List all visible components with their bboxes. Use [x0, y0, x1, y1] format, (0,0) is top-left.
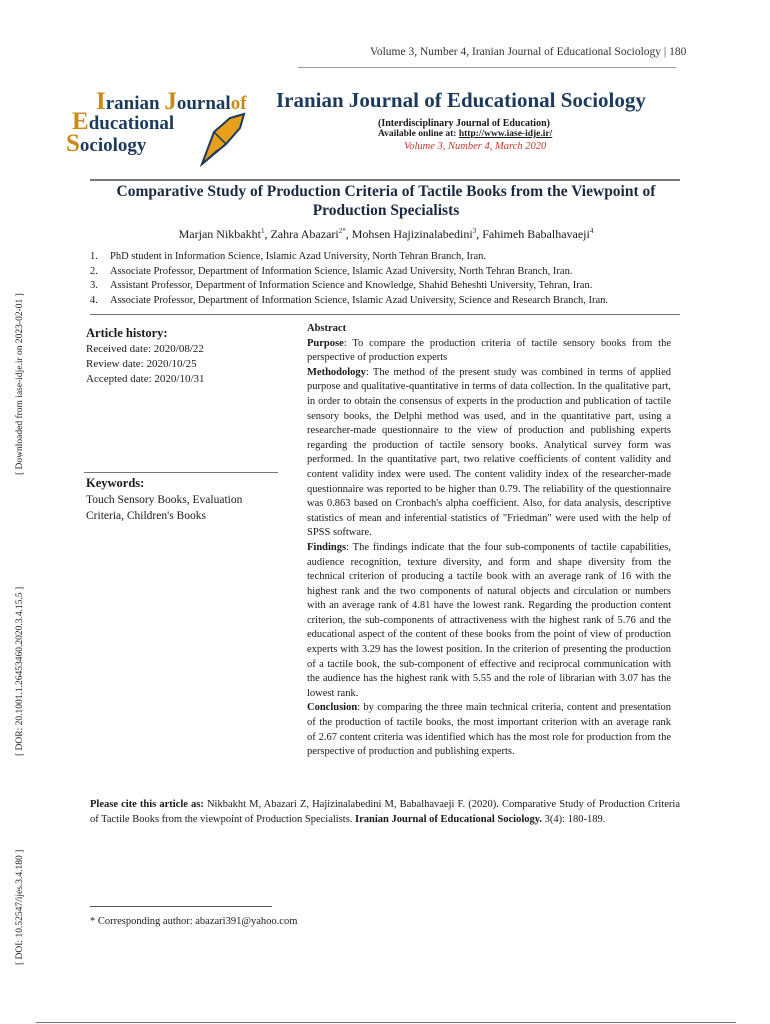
affiliation-item: 3. Assistant Professor, Department of Information Science and Knowledge, Shahid Beheshti University, Tehran, Iran.: [90, 280, 593, 291]
doi-note: [ DOI: 10.52547/ijes.3.4.180 ]: [15, 849, 25, 965]
review-date: Review date: 2020/10/25: [86, 358, 197, 370]
volume-date: Volume 3, Number 4, March 2020: [404, 141, 547, 152]
header-divider: [298, 67, 676, 68]
journal-url-link[interactable]: http://www.iase-idje.ir/: [458, 129, 553, 139]
affiliation-list: [90, 250, 608, 308]
citation: Please cite this article as: Nikbakht M, Abazari Z, Hajizinalabedini M, Babalhavaeji F. (2020). Comparative Study of Production Criteria of Tactile Books from the viewpoint of Production Specialists. Iranian Journal of Educational Sociology. 3(4): 180-189.: [90, 799, 680, 825]
author-list: Marjan Nikbakht$^1$, Zahra Abazari$^{2*}$, Mohsen Hajizinalabedini$^3$, Fahimeh Babalhavaeji$^4$: [178, 227, 594, 241]
affiliation-item: 2. Associate Professor, Department of Information Science, Islamic Azad University, North Tehran Branch, Iran.: [90, 265, 573, 277]
keywords-text: Touch Sensory Books, Evaluation Criteria, Children's Books: [86, 494, 243, 522]
section-divider: [90, 314, 680, 315]
running-head: Volume 3, Number 4, Iranian Journal of Educational Sociology | 180: [370, 46, 687, 58]
abstract-heading: Abstract: [307, 323, 347, 334]
article-history-heading: Article history:: [86, 326, 168, 340]
footnote-divider: [90, 906, 272, 907]
author-name: Mohsen Hajizinalabedini: [351, 227, 473, 241]
accepted-date: Accepted date: 2020/10/31: [86, 373, 205, 385]
journal-logo: Iranian Journalof Educational Sociology: [66, 86, 256, 172]
pen-icon: [196, 110, 252, 170]
affiliation-item: 4. Associate Professor, Department of Information Science, Islamic Azad University, Science and Research Branch, Iran.: [90, 294, 609, 306]
affiliation-item: 1. PhD student in Information Science, Islamic Azad University, North Tehran Branch, Iran.: [90, 251, 487, 262]
paper-title: Comparative Study of Production Criteria of Tactile Books from the Viewpoint of Production Specialists: [116, 183, 656, 219]
abstract: [307, 322, 671, 760]
abstract-conclusion: Conclusion: by comparing the three main technical criteria, content and presentation of the production of tactile books, the most important criterion with an average rank of 2.67 content criteria was identified which has the most role for production from the perspective of production and publishing experts.: [307, 702, 671, 758]
author-name: Marjan Nikbakht: [178, 227, 261, 241]
downloaded-note: [ Downloaded from iase-idje.ir on 2023-02-01 ]: [15, 293, 25, 475]
author-name: Fahimeh Babalhavaeji: [482, 227, 590, 241]
available-online: Available online at: http://www.iase-idje.ir/: [378, 129, 553, 139]
keywords-divider: [84, 472, 278, 473]
page-bottom-divider: [36, 1022, 736, 1023]
author-name: Zahra Abazari: [270, 227, 339, 241]
journal-subtitle: (Interdisciplinary Journal of Education): [378, 118, 550, 129]
journal-title: Iranian Journal of Educational Sociology: [276, 88, 646, 112]
abstract-findings: Findings: The findings indicate that the four sub-components of tactile capabilities, audience recognition, texture diversity, and form and shape diversity from the technical criterion of producing a tactile book with an average rank of 16 with the highest rank and the two components of natural objects and circulation or numbers with an average rank of 4.81 have the lowest rank. Regarding the production content criterion, the sub-components of attractiveness with the highest rank of 5.76 and the educational aspect of the content of these books from the point of view of production experts with 3.29 has the lowest position. In the criterion of presenting the production of a tactile book, the sub-component of effective and reciprocal communication with the audience has the highest rank with 5.55 and the role of librarian with 3.07 has the lowest rank.: [307, 541, 671, 699]
abstract-purpose: Purpose: To compare the production criteria of tactile sensory books from the perspective of production experts: [307, 337, 671, 364]
corresponding-author-footnote: * Corresponding author: abazari391@yahoo.com: [90, 916, 298, 927]
title-divider: [90, 179, 680, 181]
received-date: Received date: 2020/08/22: [86, 343, 204, 355]
abstract-methodology: Methodology: The method of the present study was combined in terms of applied purpose and qualitative-quantitative in terms of data collection. In the qualitative part, in order to obtain the consensus of experts in the production and publication of tactile sensory books, the Delphi method was used, and in the quantitative part, using a researcher-made questionnaire to the view of production and publishing experts regarding the production of tactile sensory books. Analytical survey form was performed. In the quantitative part, two relative coefficients of content validity and content validity index were used. The content validity index of the researcher-made questionnaire was reported to be higher than 0.79. The reliability of the questionnaire was 0.863 based on Cronbach's alpha coefficient. Also, for data analysis, descriptive statistics of mean and inferential statistics of "Friedman" were used with the help of SPSS software.: [307, 366, 671, 539]
keywords-heading: Keywords:: [86, 476, 145, 490]
dor-note: [ DOR: 20.1001.1.26453460.2020.3.4.15.5 ]: [15, 586, 25, 756]
